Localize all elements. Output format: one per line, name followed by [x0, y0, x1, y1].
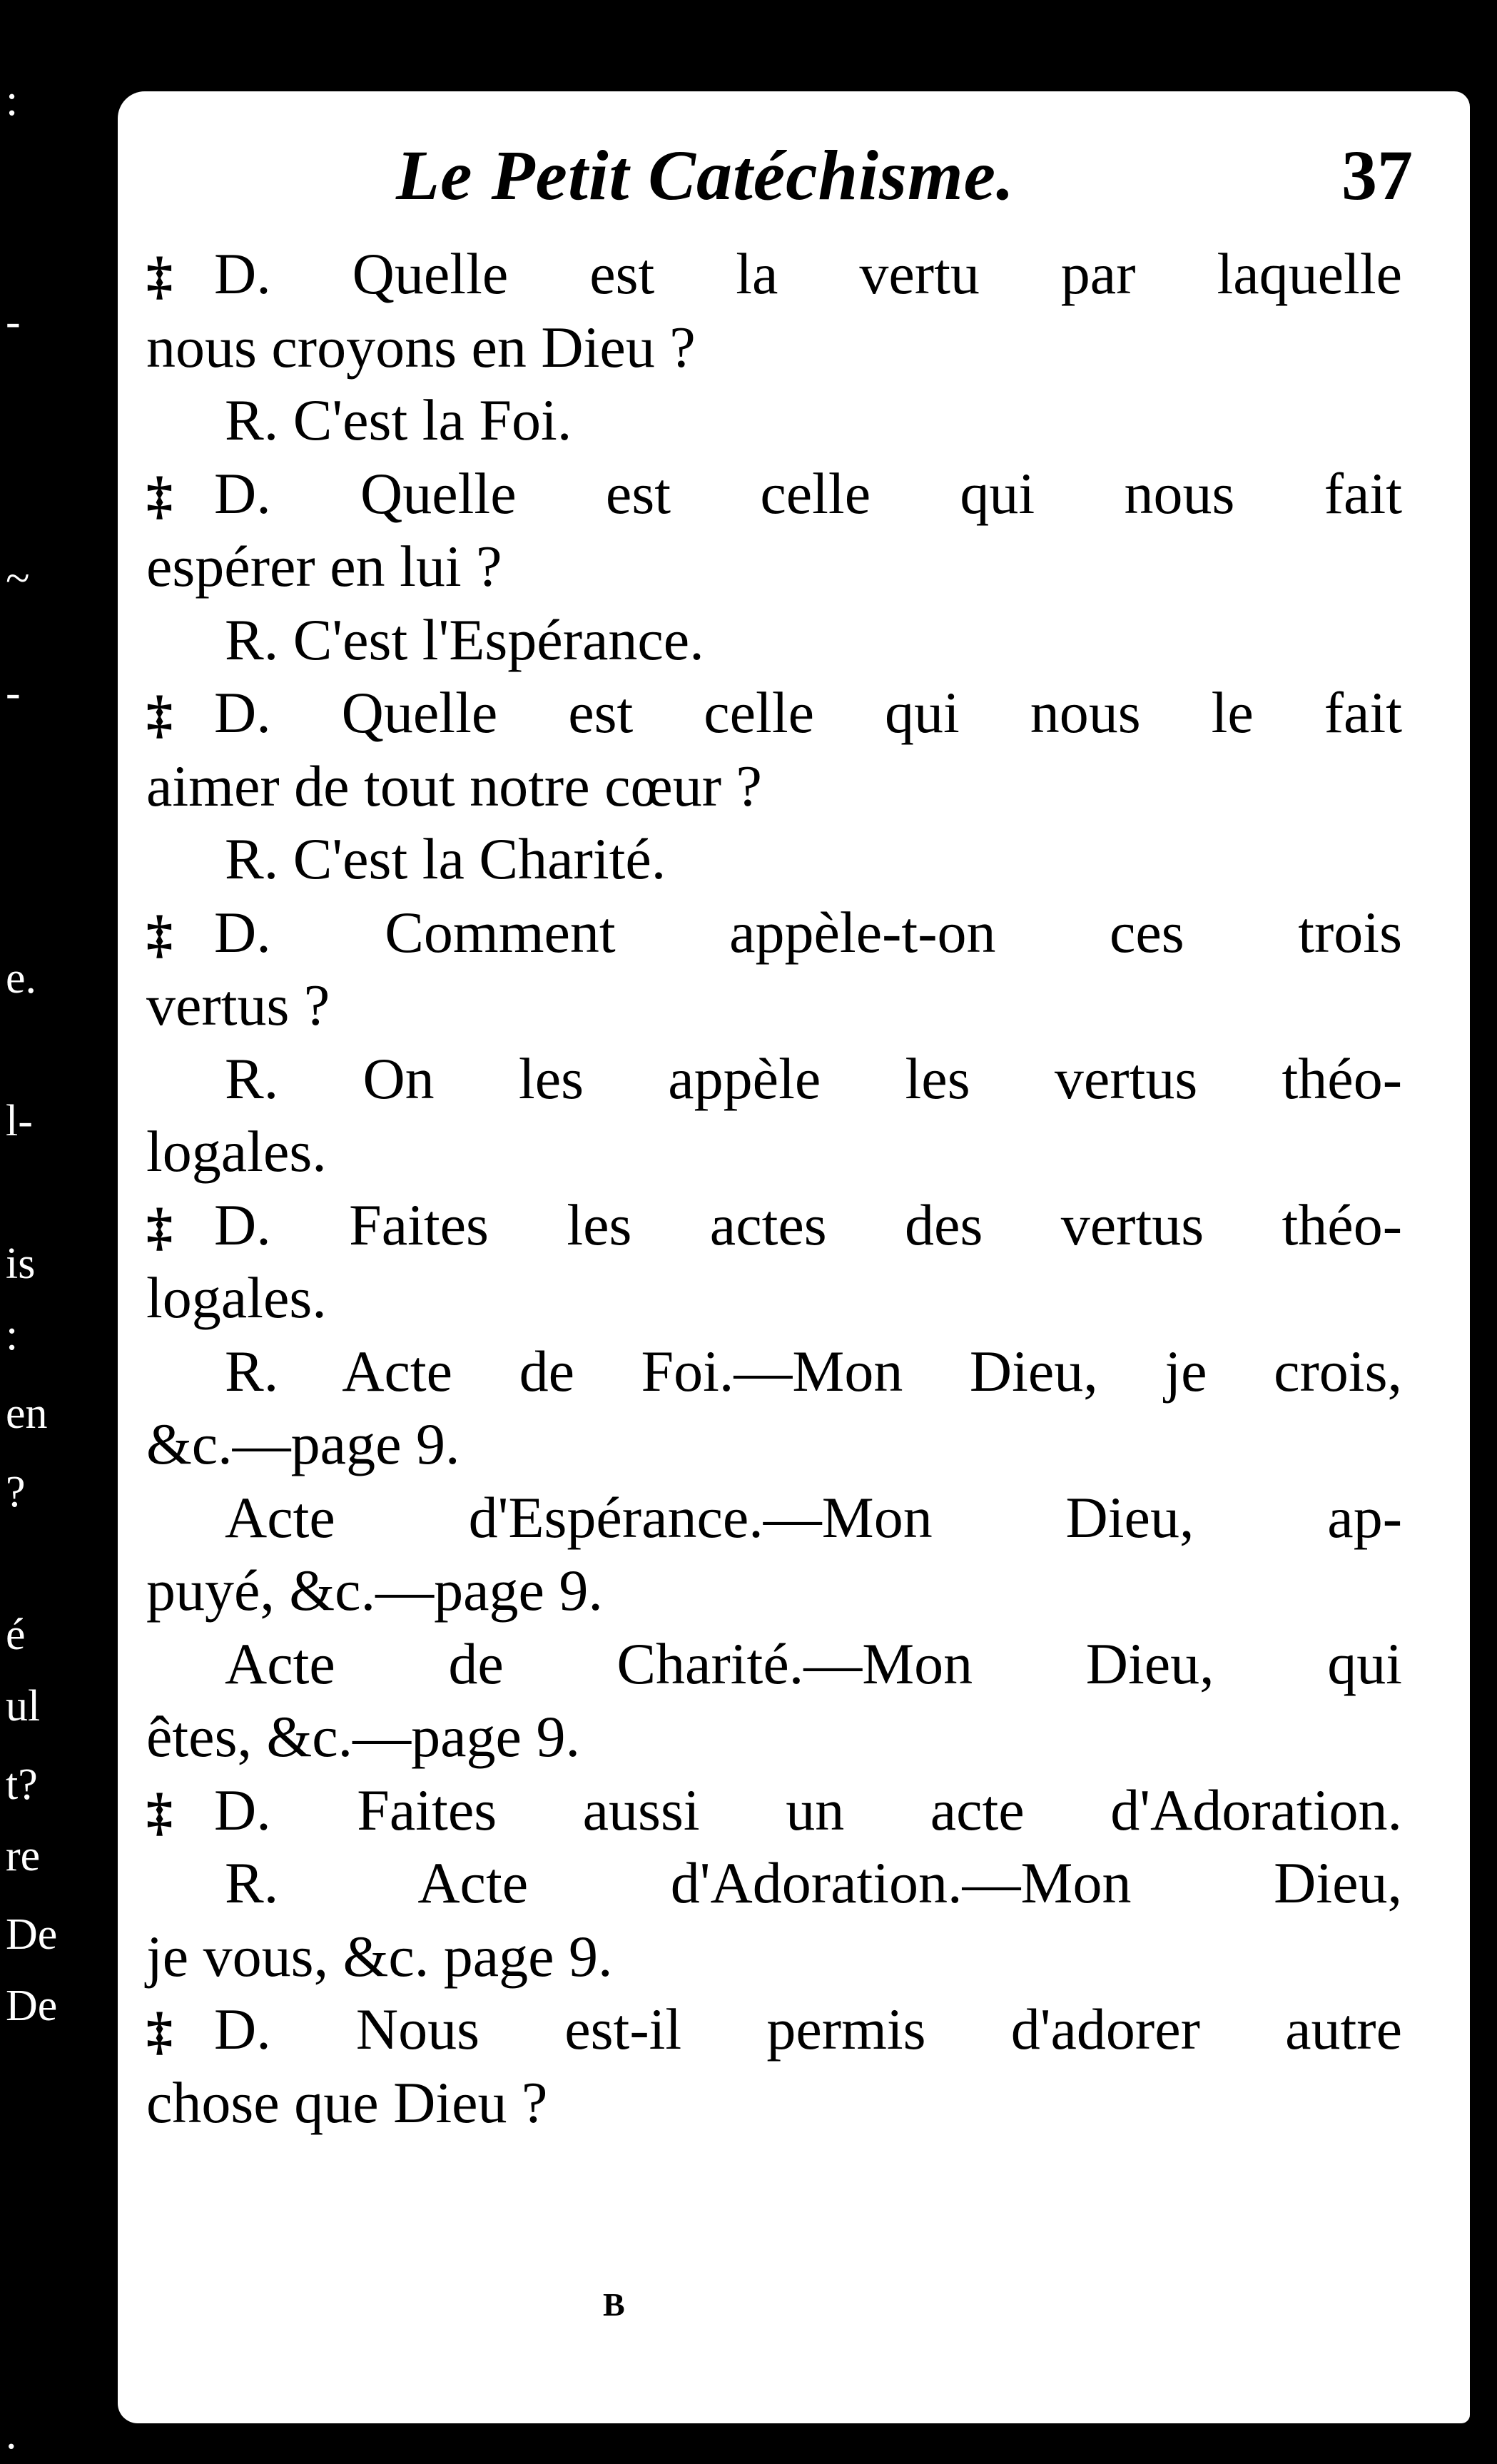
text-line — [146, 2067, 1402, 2140]
facing-page-fragment: : — [6, 1311, 19, 1359]
line-text: R. On les appèle les vertus théo- — [225, 1045, 1402, 1111]
question-marker: ‡ — [146, 2002, 173, 2061]
facing-page-fragment: ul — [6, 1682, 41, 1730]
question-marker: ‡ — [146, 247, 173, 305]
facing-page-fragment: t? — [6, 1760, 38, 1809]
line-text: D. Faites aussi un acte d'Adoration. — [214, 1777, 1402, 1842]
line-text: chose que Dieu ? — [146, 2069, 548, 2135]
text-line — [146, 1554, 1402, 1628]
line-text: aimer de tout notre cœur ? — [146, 753, 762, 818]
line-text: logales. — [146, 1119, 327, 1184]
text-line — [146, 530, 1402, 604]
text-line — [146, 1262, 1402, 1335]
facing-page-fragment: é — [6, 1611, 26, 1659]
catechism-text — [146, 238, 1402, 2139]
line-text: espérer en lui ? — [146, 534, 502, 599]
question-marker: ‡ — [146, 1783, 173, 1842]
text-line — [146, 1408, 1402, 1481]
facing-page-fragment: e. — [6, 954, 37, 1003]
line-text: R. C'est la Charité. — [225, 826, 666, 891]
facing-page-fragment: ~ — [6, 554, 30, 603]
line-text: D. Nous est-il permis d'adorer autre — [214, 1997, 1402, 2062]
line-text: vertus ? — [146, 973, 330, 1038]
question-marker: ‡ — [146, 905, 173, 964]
line-text: Acte de Charité.—Mon Dieu, qui — [225, 1631, 1402, 1696]
facing-page-fragment: De — [6, 1910, 58, 1959]
text-line — [146, 604, 1402, 677]
line-text: nous croyons en Dieu ? — [146, 314, 696, 380]
page-number: 37 — [1341, 136, 1413, 215]
text-line — [146, 1920, 1402, 1994]
text-line — [146, 1774, 1402, 1847]
facing-page-fragment: l- — [6, 1097, 33, 1145]
facing-page-fragment: en — [6, 1389, 48, 1438]
line-text: R. C'est la Foi. — [225, 387, 572, 452]
text-line — [146, 896, 1402, 970]
line-text: R. C'est l'Espérance. — [225, 607, 704, 672]
book-page — [118, 91, 1470, 2423]
question-marker: ‡ — [146, 1197, 173, 1257]
text-line — [146, 1847, 1402, 1920]
facing-page-fragment: . — [6, 2410, 17, 2458]
line-text: Acte d'Espérance.—Mon Dieu, ap- — [225, 1484, 1402, 1550]
facing-page-fragment: : — [6, 76, 19, 125]
question-marker: ‡ — [146, 466, 173, 525]
text-line — [146, 750, 1402, 823]
text-line — [146, 311, 1402, 385]
line-text: D. Quelle est celle qui nous le fait — [214, 680, 1402, 745]
question-marker: ‡ — [146, 686, 173, 744]
text-line — [146, 1481, 1402, 1555]
text-line — [146, 457, 1402, 531]
facing-page-fragment: is — [6, 1239, 36, 1288]
line-text: R. Acte de Foi.—Mon Dieu, je crois, — [225, 1338, 1402, 1404]
signature-mark: B — [603, 2286, 625, 2323]
line-text: &c.—page 9. — [146, 1411, 460, 1476]
text-line — [146, 384, 1402, 457]
text-line — [146, 1335, 1402, 1409]
line-text: je vous, &c. page 9. — [146, 1923, 613, 1989]
facing-page-fragment: re — [6, 1832, 41, 1880]
facing-page-fragment: De — [6, 1982, 58, 2030]
text-line — [146, 969, 1402, 1043]
line-text: êtes, &c.—page 9. — [146, 1704, 580, 1769]
text-line — [146, 1115, 1402, 1189]
text-line — [146, 1700, 1402, 1774]
line-text: D. Quelle est celle qui nous fait — [214, 460, 1402, 526]
line-text: D. Faites les actes des vertus théo- — [214, 1192, 1402, 1257]
text-line — [146, 238, 1402, 311]
line-text: R. Acte d'Adoration.—Mon Dieu, — [225, 1850, 1402, 1915]
line-text: D. Comment appèle-t-on ces trois — [214, 899, 1402, 965]
running-title: Le Petit Catéchisme. — [396, 136, 1015, 215]
text-line — [146, 1993, 1402, 2067]
line-text: D. Quelle est la vertu par laquelle — [214, 241, 1402, 306]
page-header — [118, 134, 1470, 234]
text-line — [146, 1043, 1402, 1116]
text-line — [146, 823, 1402, 896]
facing-page-fragment: - — [6, 298, 21, 346]
facing-page-fragments — [0, 0, 107, 2464]
text-line — [146, 676, 1402, 750]
text-line — [146, 1628, 1402, 1701]
facing-page-fragment: - — [6, 669, 21, 717]
line-text: puyé, &c.—page 9. — [146, 1558, 603, 1623]
line-text: logales. — [146, 1265, 327, 1330]
facing-page-fragment: ? — [6, 1468, 26, 1516]
text-line — [146, 1189, 1402, 1262]
